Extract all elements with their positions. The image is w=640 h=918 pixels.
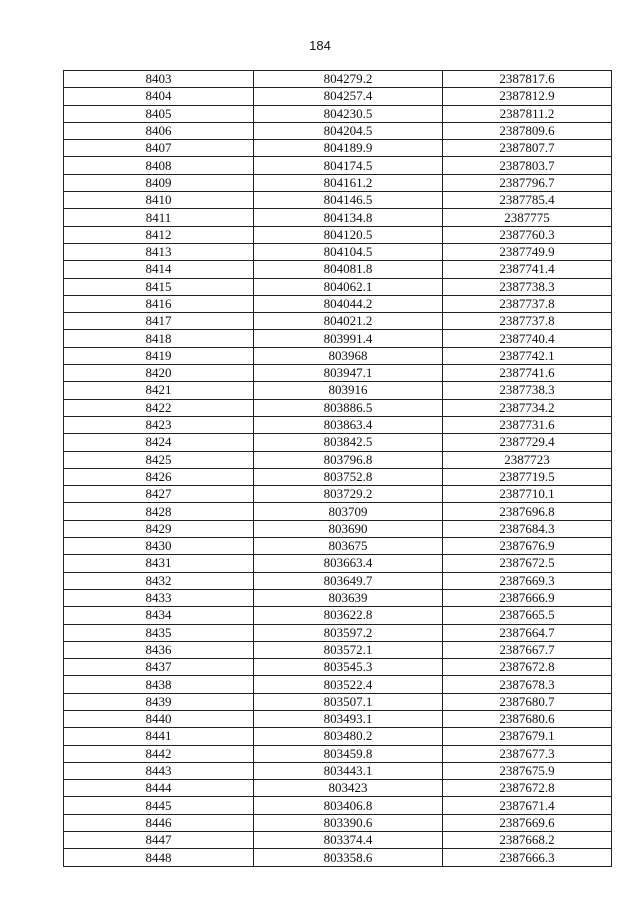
point-id-cell: 8426 [64, 468, 254, 485]
point-id-cell: 8429 [64, 520, 254, 537]
x-coordinate-cell: 803991.4 [254, 330, 443, 347]
table-row [64, 832, 612, 849]
table-row [64, 88, 612, 105]
y-coordinate-cell: 2387749.9 [443, 243, 612, 260]
y-coordinate-cell: 2387737.8 [443, 313, 612, 330]
x-coordinate-cell: 803842.5 [254, 434, 443, 451]
table-row [64, 192, 612, 209]
y-coordinate-cell: 2387677.3 [443, 745, 612, 762]
table-row [64, 797, 612, 814]
point-id-cell: 8425 [64, 451, 254, 468]
point-id-cell: 8419 [64, 347, 254, 364]
point-id-cell: 8414 [64, 261, 254, 278]
x-coordinate-cell: 804104.5 [254, 243, 443, 260]
x-coordinate-cell: 803406.8 [254, 797, 443, 814]
point-id-cell: 8445 [64, 797, 254, 814]
y-coordinate-cell: 2387676.9 [443, 538, 612, 555]
x-coordinate-cell: 803522.4 [254, 676, 443, 693]
y-coordinate-cell: 2387666.9 [443, 589, 612, 606]
coordinates-table [63, 70, 612, 867]
table-row [64, 243, 612, 260]
point-id-cell: 8427 [64, 486, 254, 503]
table-row [64, 105, 612, 122]
y-coordinate-cell: 2387679.1 [443, 728, 612, 745]
coordinates-table-container [63, 70, 611, 867]
x-coordinate-cell: 804120.5 [254, 226, 443, 243]
point-id-cell: 8432 [64, 572, 254, 589]
table-row [64, 330, 612, 347]
point-id-cell: 8405 [64, 105, 254, 122]
y-coordinate-cell: 2387680.7 [443, 693, 612, 710]
point-id-cell: 8441 [64, 728, 254, 745]
table-row [64, 607, 612, 624]
x-coordinate-cell: 803863.4 [254, 416, 443, 433]
point-id-cell: 8442 [64, 745, 254, 762]
y-coordinate-cell: 2387817.6 [443, 71, 612, 88]
table-row [64, 278, 612, 295]
table-row [64, 451, 612, 468]
y-coordinate-cell: 2387719.5 [443, 468, 612, 485]
table-row [64, 382, 612, 399]
x-coordinate-cell: 803545.3 [254, 659, 443, 676]
x-coordinate-cell: 804230.5 [254, 105, 443, 122]
x-coordinate-cell: 803752.8 [254, 468, 443, 485]
y-coordinate-cell: 2387668.2 [443, 832, 612, 849]
y-coordinate-cell: 2387807.7 [443, 140, 612, 157]
y-coordinate-cell: 2387669.6 [443, 814, 612, 831]
point-id-cell: 8412 [64, 226, 254, 243]
point-id-cell: 8433 [64, 589, 254, 606]
x-coordinate-cell: 803675 [254, 538, 443, 555]
point-id-cell: 8403 [64, 71, 254, 88]
x-coordinate-cell: 803480.2 [254, 728, 443, 745]
point-id-cell: 8423 [64, 416, 254, 433]
x-coordinate-cell: 803663.4 [254, 555, 443, 572]
table-row [64, 503, 612, 520]
y-coordinate-cell: 2387811.2 [443, 105, 612, 122]
table-row [64, 434, 612, 451]
y-coordinate-cell: 2387672.8 [443, 780, 612, 797]
point-id-cell: 8416 [64, 295, 254, 312]
table-row [64, 624, 612, 641]
y-coordinate-cell: 2387684.3 [443, 520, 612, 537]
point-id-cell: 8418 [64, 330, 254, 347]
y-coordinate-cell: 2387742.1 [443, 347, 612, 364]
x-coordinate-cell: 803390.6 [254, 814, 443, 831]
x-coordinate-cell: 804081.8 [254, 261, 443, 278]
point-id-cell: 8404 [64, 88, 254, 105]
point-id-cell: 8410 [64, 192, 254, 209]
point-id-cell: 8422 [64, 399, 254, 416]
table-row [64, 710, 612, 727]
point-id-cell: 8435 [64, 624, 254, 641]
table-row [64, 468, 612, 485]
point-id-cell: 8409 [64, 174, 254, 191]
x-coordinate-cell: 803649.7 [254, 572, 443, 589]
table-row [64, 572, 612, 589]
table-row [64, 174, 612, 191]
x-coordinate-cell: 803622.8 [254, 607, 443, 624]
y-coordinate-cell: 2387740.4 [443, 330, 612, 347]
x-coordinate-cell: 804161.2 [254, 174, 443, 191]
x-coordinate-cell: 803729.2 [254, 486, 443, 503]
table-row [64, 555, 612, 572]
table-row [64, 659, 612, 676]
y-coordinate-cell: 2387812.9 [443, 88, 612, 105]
y-coordinate-cell: 2387731.6 [443, 416, 612, 433]
table-row [64, 676, 612, 693]
y-coordinate-cell: 2387667.7 [443, 641, 612, 658]
table-row [64, 347, 612, 364]
point-id-cell: 8440 [64, 710, 254, 727]
y-coordinate-cell: 2387741.4 [443, 261, 612, 278]
x-coordinate-cell: 804279.2 [254, 71, 443, 88]
y-coordinate-cell: 2387680.6 [443, 710, 612, 727]
y-coordinate-cell: 2387672.8 [443, 659, 612, 676]
x-coordinate-cell: 803690 [254, 520, 443, 537]
x-coordinate-cell: 804257.4 [254, 88, 443, 105]
table-row [64, 762, 612, 779]
y-coordinate-cell: 2387796.7 [443, 174, 612, 191]
y-coordinate-cell: 2387723 [443, 451, 612, 468]
point-id-cell: 8430 [64, 538, 254, 555]
table-row [64, 693, 612, 710]
table-row [64, 399, 612, 416]
x-coordinate-cell: 803507.1 [254, 693, 443, 710]
point-id-cell: 8428 [64, 503, 254, 520]
y-coordinate-cell: 2387696.8 [443, 503, 612, 520]
table-row [64, 780, 612, 797]
x-coordinate-cell: 804204.5 [254, 122, 443, 139]
table-row [64, 728, 612, 745]
x-coordinate-cell: 803886.5 [254, 399, 443, 416]
table-row [64, 295, 612, 312]
point-id-cell: 8413 [64, 243, 254, 260]
table-row [64, 486, 612, 503]
point-id-cell: 8437 [64, 659, 254, 676]
x-coordinate-cell: 803597.2 [254, 624, 443, 641]
y-coordinate-cell: 2387664.7 [443, 624, 612, 641]
x-coordinate-cell: 803572.1 [254, 641, 443, 658]
x-coordinate-cell: 803358.6 [254, 849, 443, 866]
table-row [64, 71, 612, 88]
table-row [64, 140, 612, 157]
x-coordinate-cell: 804146.5 [254, 192, 443, 209]
table-row [64, 157, 612, 174]
table-row [64, 538, 612, 555]
x-coordinate-cell: 804062.1 [254, 278, 443, 295]
point-id-cell: 8415 [64, 278, 254, 295]
page-number: 184 [309, 38, 331, 53]
y-coordinate-cell: 2387671.4 [443, 797, 612, 814]
table-row [64, 313, 612, 330]
point-id-cell: 8447 [64, 832, 254, 849]
x-coordinate-cell: 803443.1 [254, 762, 443, 779]
point-id-cell: 8434 [64, 607, 254, 624]
y-coordinate-cell: 2387734.2 [443, 399, 612, 416]
y-coordinate-cell: 2387710.1 [443, 486, 612, 503]
x-coordinate-cell: 803639 [254, 589, 443, 606]
x-coordinate-cell: 803947.1 [254, 365, 443, 382]
point-id-cell: 8424 [64, 434, 254, 451]
point-id-cell: 8444 [64, 780, 254, 797]
table-row [64, 849, 612, 866]
table-row [64, 641, 612, 658]
y-coordinate-cell: 2387665.5 [443, 607, 612, 624]
y-coordinate-cell: 2387809.6 [443, 122, 612, 139]
x-coordinate-cell: 804021.2 [254, 313, 443, 330]
point-id-cell: 8446 [64, 814, 254, 831]
point-id-cell: 8408 [64, 157, 254, 174]
y-coordinate-cell: 2387775 [443, 209, 612, 226]
x-coordinate-cell: 803916 [254, 382, 443, 399]
x-coordinate-cell: 803709 [254, 503, 443, 520]
point-id-cell: 8406 [64, 122, 254, 139]
point-id-cell: 8439 [64, 693, 254, 710]
x-coordinate-cell: 803493.1 [254, 710, 443, 727]
y-coordinate-cell: 2387738.3 [443, 382, 612, 399]
table-body [64, 71, 612, 867]
x-coordinate-cell: 803968 [254, 347, 443, 364]
point-id-cell: 8407 [64, 140, 254, 157]
point-id-cell: 8443 [64, 762, 254, 779]
x-coordinate-cell: 803796.8 [254, 451, 443, 468]
x-coordinate-cell: 804174.5 [254, 157, 443, 174]
y-coordinate-cell: 2387785.4 [443, 192, 612, 209]
x-coordinate-cell: 803374.4 [254, 832, 443, 849]
point-id-cell: 8421 [64, 382, 254, 399]
x-coordinate-cell: 803459.8 [254, 745, 443, 762]
y-coordinate-cell: 2387666.3 [443, 849, 612, 866]
table-row [64, 209, 612, 226]
table-row [64, 122, 612, 139]
point-id-cell: 8438 [64, 676, 254, 693]
point-id-cell: 8431 [64, 555, 254, 572]
y-coordinate-cell: 2387678.3 [443, 676, 612, 693]
y-coordinate-cell: 2387737.8 [443, 295, 612, 312]
table-row [64, 520, 612, 537]
table-row [64, 745, 612, 762]
point-id-cell: 8448 [64, 849, 254, 866]
table-row [64, 814, 612, 831]
y-coordinate-cell: 2387729.4 [443, 434, 612, 451]
y-coordinate-cell: 2387675.9 [443, 762, 612, 779]
y-coordinate-cell: 2387669.3 [443, 572, 612, 589]
y-coordinate-cell: 2387803.7 [443, 157, 612, 174]
point-id-cell: 8417 [64, 313, 254, 330]
point-id-cell: 8420 [64, 365, 254, 382]
x-coordinate-cell: 804134.8 [254, 209, 443, 226]
table-row [64, 365, 612, 382]
table-row [64, 416, 612, 433]
x-coordinate-cell: 804044.2 [254, 295, 443, 312]
x-coordinate-cell: 804189.9 [254, 140, 443, 157]
y-coordinate-cell: 2387760.3 [443, 226, 612, 243]
point-id-cell: 8411 [64, 209, 254, 226]
y-coordinate-cell: 2387672.5 [443, 555, 612, 572]
table-row [64, 226, 612, 243]
table-row [64, 589, 612, 606]
point-id-cell: 8436 [64, 641, 254, 658]
y-coordinate-cell: 2387741.6 [443, 365, 612, 382]
y-coordinate-cell: 2387738.3 [443, 278, 612, 295]
table-row [64, 261, 612, 278]
x-coordinate-cell: 803423 [254, 780, 443, 797]
